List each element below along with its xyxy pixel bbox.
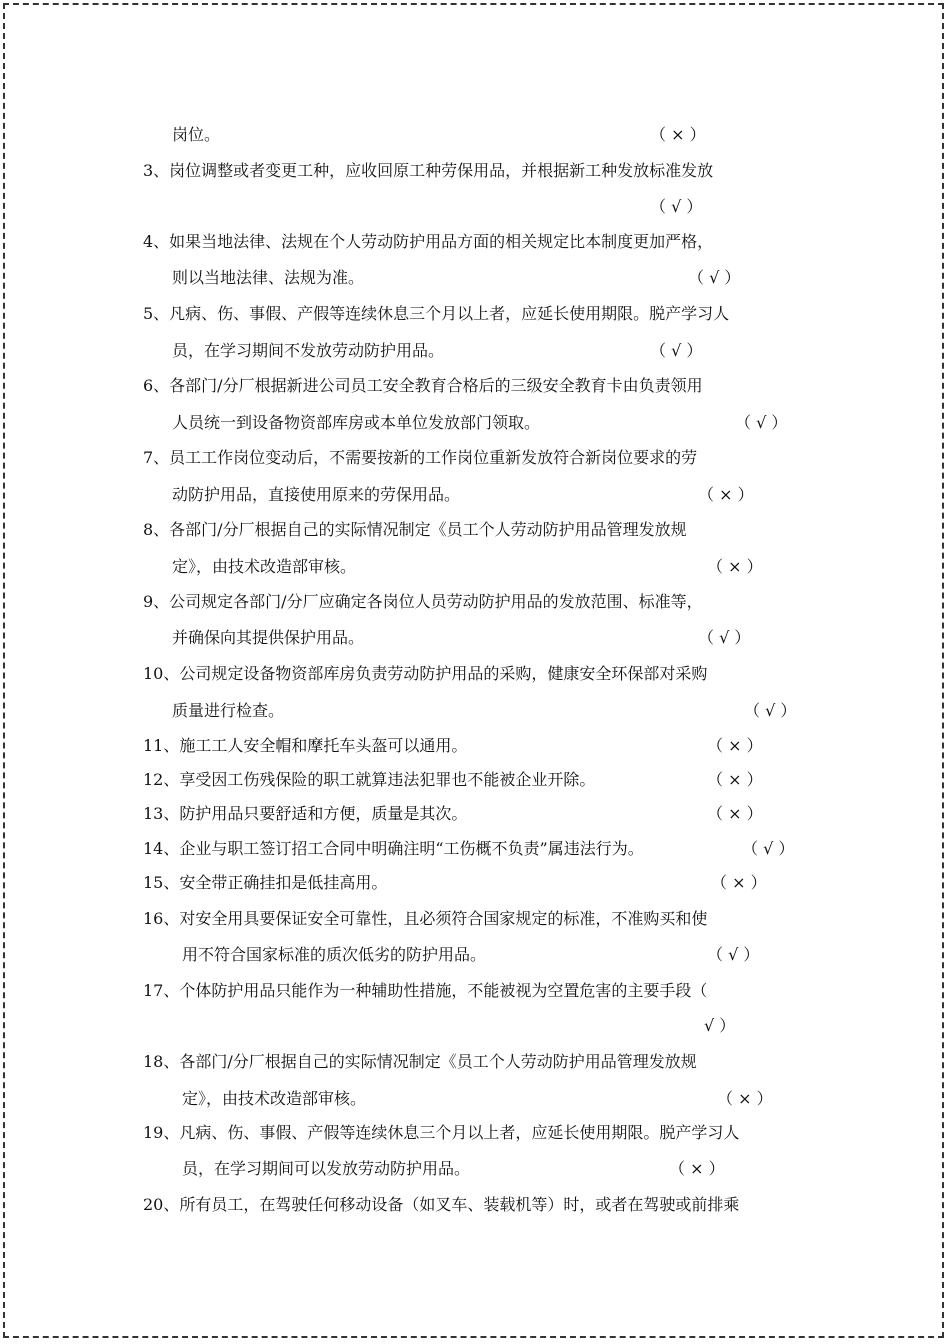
q8-line-2: 定》，由技术改造部审核。 — [172, 557, 357, 576]
q13-line-1: 13、防护用品只要舒适和方便，质量是其次。 — [143, 804, 468, 823]
q20-line-1: 20、所有员工，在驾驶任何移动设备（如叉车、装载机等）时，或者在驾驶或前排乘 — [143, 1195, 740, 1214]
q4-answer-mark: （ √ ） — [688, 268, 741, 287]
q8-answer-mark: （ × ） — [707, 557, 763, 576]
q7-answer-mark: （ × ） — [698, 485, 754, 504]
q4-line-2: 则以当地法律、法规为准。 — [172, 268, 365, 287]
q5-answer-mark: （ √ ） — [650, 341, 703, 360]
q12-answer-mark: （ × ） — [707, 770, 763, 789]
q6-line-2: 人员统一到设备物资部库房或本单位发放部门领取。 — [172, 413, 541, 432]
q15-line-1: 15、安全带正确挂扣是低挂高用。 — [143, 873, 388, 892]
q9-line-2: 并确保向其提供保护用品。 — [172, 628, 365, 647]
q5-line-2: 员，在学习期间不发放劳动防护用品。 — [172, 341, 445, 360]
q14-line-1: 14、企业与职工签订招工合同中明确注明“工伤概不负责”属违法行为。 — [143, 839, 644, 858]
q12-line-1: 12、享受因工伤残保险的职工就算违法犯罪也不能被企业开除。 — [143, 770, 596, 789]
q13-answer-mark: （ × ） — [707, 804, 763, 823]
q18-line-1: 18、各部门/分厂根据自己的实际情况制定《员工个人劳动防护用品管理发放规 — [143, 1052, 697, 1071]
q11-answer-mark: （ × ） — [707, 736, 763, 755]
q9-answer-mark: （ √ ） — [698, 628, 751, 647]
q14-answer-mark: （ √ ） — [742, 839, 795, 858]
q7-line-1: 7、员工工作岗位变动后，不需要按新的工作岗位重新发放符合新岗位要求的劳 — [143, 448, 698, 467]
q6-answer-mark: （ √ ） — [735, 413, 788, 432]
q17-line-1: 17、个体防护用品只能作为一种辅助性措施，不能被视为空置危害的主要手段（ — [143, 981, 708, 1000]
q3-line-1: 3、岗位调整或者变更工种，应收回原工种劳保用品，并根据新工种发放标准发放 — [143, 161, 714, 180]
q19-answer-mark: （ × ） — [669, 1159, 725, 1178]
q19-line-1: 19、凡病、伤、事假、产假等连续休息三个月以上者，应延长使用期限。脱产学习人 — [143, 1123, 740, 1142]
prev-answer-mark: （ × ） — [650, 125, 706, 144]
q16-line-2: 用不符合国家标准的质次低劣的防护用品。 — [182, 945, 487, 964]
q16-line-1: 16、对安全用具要保证安全可靠性，且必须符合国家规定的标准，不准购买和使 — [143, 909, 708, 928]
q10-line-2: 质量进行检查。 — [172, 701, 285, 720]
q19-line-2: 员，在学习期间可以发放劳动防护用品。 — [182, 1159, 471, 1178]
q4-line-1: 4、如果当地法律、法规在个人劳动防护用品方面的相关规定比本制度更加严格， — [143, 232, 714, 251]
q10-answer-mark: （ √ ） — [744, 701, 797, 720]
q10-line-1: 10、公司规定设备物资部库房负责劳动防护用品的采购，健康安全环保部对采购 — [143, 664, 708, 683]
q9-line-1: 9、公司规定各部门/分厂应确定各岗位人员劳动防护用品的发放范围、标准等， — [143, 592, 703, 611]
q8-line-1: 8、各部门/分厂根据自己的实际情况制定《员工个人劳动防护用品管理发放规 — [143, 520, 687, 539]
q3-answer-mark: （ √ ） — [650, 197, 703, 216]
q18-answer-mark: （ × ） — [717, 1089, 773, 1108]
q5-line-1: 5、凡病、伤、事假、产假等连续休息三个月以上者，应延长使用期限。脱产学习人 — [143, 304, 730, 323]
q6-line-1: 6、各部门/分厂根据新进公司员工安全教育合格后的三级安全教育卡由负责领用 — [143, 376, 703, 395]
q16-answer-mark: （ √ ） — [707, 945, 760, 964]
q15-answer-mark: （ × ） — [711, 873, 767, 892]
q11-line-1: 11、施工工人安全帽和摩托车头盔可以通用。 — [143, 736, 468, 755]
q17-answer-mark: √ ） — [704, 1016, 736, 1035]
prev-line-1: 岗位。 — [172, 125, 221, 144]
q7-line-2: 动防护用品，直接使用原来的劳保用品。 — [172, 485, 461, 504]
q18-line-2: 定》，由技术改造部审核。 — [182, 1089, 367, 1108]
